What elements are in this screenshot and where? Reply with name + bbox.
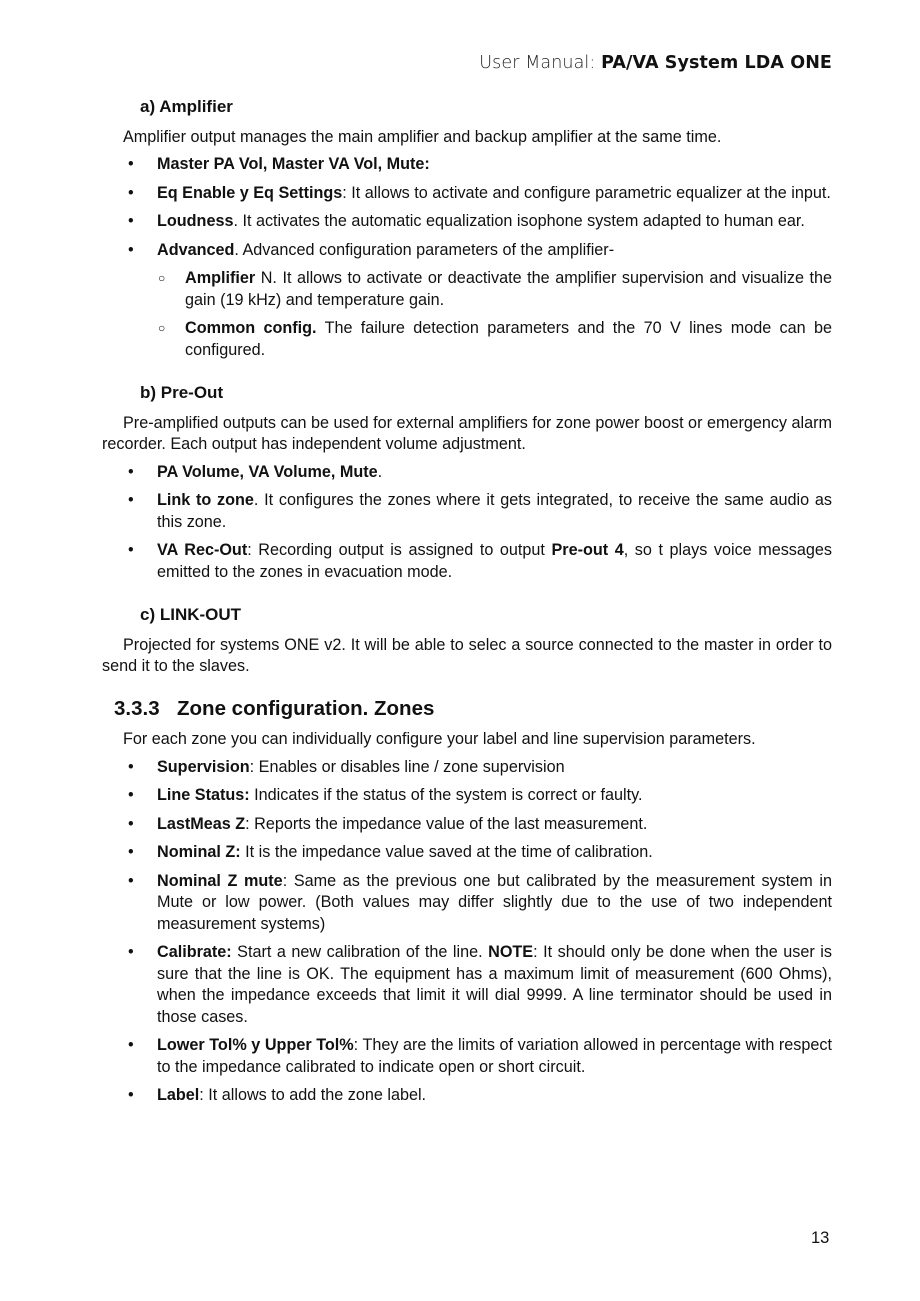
item-term: Line Status: (157, 786, 250, 804)
section-number: 3.3.3 (114, 696, 160, 720)
item-desc: , so t plays voice messages emitted to the zones in evacuation mode. (157, 541, 833, 581)
item-term: PA Volume, VA Volume, Mute (157, 462, 378, 481)
bullet-icon: • (128, 541, 134, 559)
bullet-icon: • (128, 183, 134, 202)
hollow-bullet-icon: ○ (158, 271, 166, 285)
item-term: Label (157, 1086, 200, 1104)
running-header (479, 53, 832, 73)
item-term: Common config. (185, 319, 317, 337)
page-content (102, 96, 832, 1114)
item-desc: Indicates if the status of the system is correct or faulty. (249, 786, 643, 804)
item-term: Supervision (157, 757, 250, 776)
list-item (102, 1085, 832, 1107)
item-desc: : Reports the impedance value of the last measurement. (245, 814, 648, 833)
list-item (102, 1035, 832, 1078)
preout-intro: Pre-amplified outputs can be used for external amplifiers for zone power boost or emergency alarm recorder. Each output has independent volume adjustment. (102, 413, 833, 453)
item-term: Amplifier (185, 269, 256, 287)
header-title: PA/VA System LDA ONE (601, 53, 832, 73)
item-term: Advanced (157, 240, 235, 259)
bullet-icon: • (128, 786, 134, 804)
bullet-icon: • (128, 814, 134, 833)
header-prefix: User Manual: (479, 53, 602, 73)
linkout-intro: Projected for systems ONE v2. It will be able to selec a source connected to the master in order to send it to the slaves. (102, 635, 832, 675)
item-desc: . It activates the automatic equalization isophone system adapted to human ear. (233, 212, 805, 230)
list-item (102, 183, 832, 205)
sub-list-item (102, 268, 832, 311)
bullet-icon: • (128, 240, 134, 259)
list-item (102, 785, 832, 807)
list-item (102, 814, 832, 836)
item-desc: : Enables or disables line / zone supervision (249, 757, 565, 776)
bullet-icon: • (128, 1086, 134, 1104)
item-term-inline: Pre-out 4 (551, 541, 624, 559)
list-item (102, 211, 832, 233)
section-title: Zone configuration. Zones (177, 696, 435, 720)
bullet-icon: • (128, 462, 134, 481)
bullet-icon: • (128, 1036, 134, 1054)
bullet-icon: • (128, 491, 134, 509)
bullet-icon: • (128, 212, 134, 230)
item-desc: Start a new calibration of the line. (231, 943, 489, 961)
item-desc: : It allows to activate and configure parametric equalizer at the input. (342, 183, 831, 202)
list-item (102, 154, 832, 176)
item-desc: : Same as the previous one but calibrated by the measurement system in Mute or low power. (Both values may differ slightly due to the use of two independent measurement systems) (157, 871, 832, 933)
item-term: Calibrate: (157, 943, 232, 961)
item-term: Nominal Z: (157, 843, 241, 861)
item-term: VA Rec-Out (157, 541, 248, 559)
bullet-icon: • (128, 943, 134, 961)
list-item (102, 490, 832, 533)
bullet-icon: • (128, 757, 134, 776)
item-desc: . (377, 462, 383, 481)
item-term: Loudness (157, 212, 234, 230)
list-item (102, 942, 832, 1028)
item-term: Link to zone (157, 491, 254, 509)
list-item (102, 871, 832, 936)
item-desc: N. It allows to activate or deactivate the amplifier supervision and visualize the gain (19 kHz) and temperature gain. (185, 269, 832, 309)
list-item (102, 842, 832, 864)
linkout-heading: c) LINK-OUT (140, 605, 242, 624)
item-desc: : It allows to add the zone label. (199, 1086, 427, 1104)
item-term: LastMeas Z (157, 814, 246, 833)
bullet-icon: • (128, 155, 134, 173)
page-number: 13 (811, 1229, 830, 1247)
item-desc: : They are the limits of variation allowed in percentage with respect to the impedance calibrated to indicate open or short circuit. (157, 1036, 832, 1076)
item-term: Eq Enable y Eq Settings (157, 183, 343, 202)
item-term: Master PA Vol, Master VA Vol, Mute: (157, 155, 430, 173)
sub-list-item (102, 318, 832, 361)
item-term: Nominal Z mute (157, 871, 283, 890)
item-desc: It is the impedance value saved at the time of calibration. (240, 843, 653, 861)
zones-intro: For each zone you can individually configure your label and line supervision parameters. (123, 730, 756, 748)
amplifier-intro: Amplifier output manages the main amplifier and backup amplifier at the same time. (123, 127, 722, 146)
amplifier-heading: a) Amplifier (140, 97, 233, 116)
section-heading-zones (114, 698, 832, 720)
item-desc: : Recording output is assigned to output (247, 541, 552, 559)
item-term-inline: NOTE (488, 943, 534, 961)
zones-list (102, 757, 832, 1107)
hollow-bullet-icon: ○ (158, 321, 166, 335)
preout-list (102, 462, 832, 584)
item-desc: The failure detection parameters and the 70 V lines mode can be configured. (185, 319, 832, 359)
list-item (102, 462, 832, 484)
preout-heading: b) Pre-Out (140, 383, 224, 402)
list-item (102, 757, 832, 779)
item-desc: : It should only be done when the user is sure that the line is OK. The equipment has a maximum limit of measurement (600 Ohms), when the impedance exceeds that limit it will dial 9999. A line terminator should be used in those cases. (157, 943, 832, 1026)
bullet-icon: • (128, 871, 134, 890)
item-desc: . It configures the zones where it gets integrated, to receive the same audio as this zone. (157, 491, 832, 531)
list-item (102, 540, 832, 583)
list-item (102, 240, 832, 262)
item-desc: . Advanced configuration parameters of the amplifier- (234, 240, 615, 259)
bullet-icon: • (128, 843, 134, 861)
amplifier-list (102, 154, 832, 361)
item-term: Lower Tol% y Upper Tol% (157, 1036, 354, 1054)
